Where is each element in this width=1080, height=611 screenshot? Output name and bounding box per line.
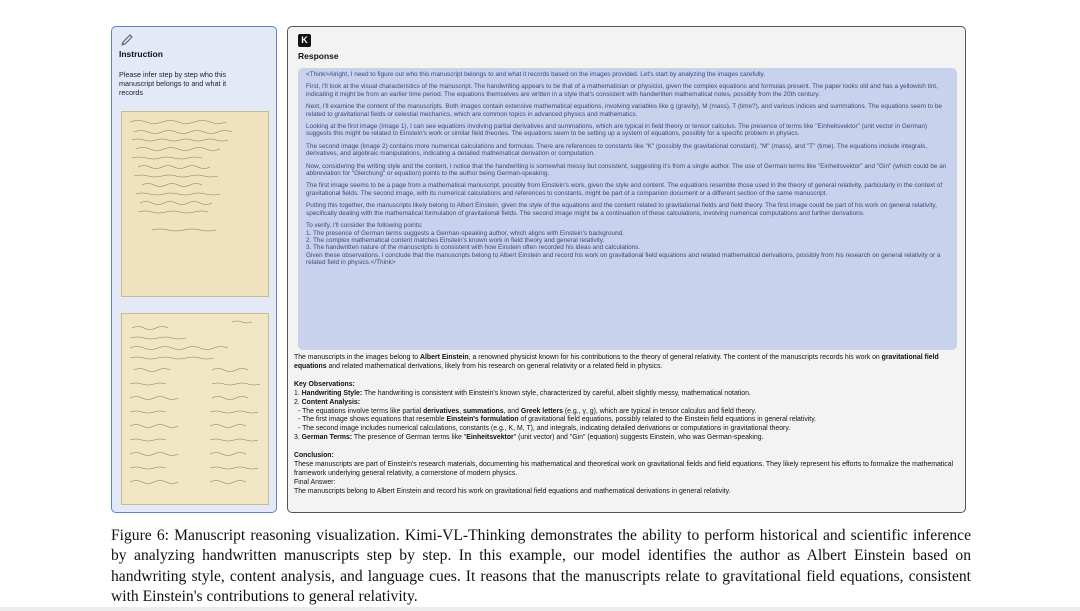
thinking-paragraph: To verify, I'll consider the following points: 1. The presence of German terms suggests a German-speaking author, which aligns with Einstein's background. 2. The complex mathematical content matches Einstein's known work in field theory and general relativity. 3. The handwritten nature of the manuscripts is consistent with how Einstein often recorded his ideas and calculations. Given these observations, I conclude that the manuscripts belong to Albert Einstein and record his work on gravitational field equations and related mathematical derivations, possibly from his research on general relativity or a related field in physics.</Think>	[306, 222, 941, 267]
thinking-block	[298, 68, 957, 350]
observation-item-2: 2. Content Analysis:	[294, 398, 360, 406]
observation-subitem: - The second image includes numerical calculations, constants (e.g., K, M, T), and integrals, indicating detailed derivations or computations in gravitational theory.	[298, 425, 791, 433]
instruction-panel	[111, 26, 277, 513]
page-bottom-strip	[0, 607, 1080, 611]
thinking-paragraph: Looking at the first image (Image 1), I can see equations involving partial derivatives and summations, which are typical in field theory or tensor calculus. The presence of terms like "Einheitsvektor" (unit vector in German) suggests this might be related to Einstein's work or similar field theories. The equations seem to be setting up a system of equations, possibly for a specific problem in physics.	[306, 123, 928, 138]
key-observations-heading: Key Observations:	[294, 380, 355, 388]
response-title: Response	[298, 51, 339, 61]
thinking-paragraph: <Think>Alright, I need to figure out who this manuscript belongs to and what it records based on the images provided. Let's start by analyzing the images carefully.	[306, 71, 765, 78]
observation-subitem: - The equations involve terms like partial derivatives, summations, and Greek letters (e.g., γ, g), which are typical in tensor calculus and field theory.	[298, 407, 757, 415]
thinking-paragraph: The second image (Image 2) contains more numerical calculations and formulas. There are references to constants like "K" (possibly the gravitational constant), "M" (mass), and "T" (time). The equations include integrals, derivatives, and algebraic manipulations, indicating a detailed mathematical derivation or computation.	[306, 142, 928, 158]
manuscript-image-2	[121, 313, 269, 505]
manuscript-image-1	[121, 111, 269, 297]
final-answer-block	[294, 354, 958, 497]
thinking-paragraph: The first image seems to be a page from a mathematical manuscript, possibly from Einstein's work, given the style and content. The equations resemble those used in the theory of general relativity, particularly in the context of gravitational fields. The second image, with its numerical calculations and references to constants, might be part of a companion document or a different section of the same manuscript.	[306, 182, 943, 197]
pencil-icon	[120, 33, 134, 47]
observation-subitem: - The first image shows equations that resemble Einstein's formulation of gravitational field equations, possibly related to the Einstein field equations in general relativity.	[298, 416, 817, 424]
observation-item-3: 3. German Terms: The presence of German terms like "Einheitsvektor" (unit vector) and "Gin" (equation) suggests Einstein, who was German-speaking.	[294, 434, 764, 442]
response-panel	[287, 26, 966, 513]
thinking-paragraph: First, I'll look at the visual characteristics of the manuscript. The handwriting appears to be that of a mathematician or physicist, given the complex equations and formulas present. The paper looks old and has a yellowish tint, indicating it might be from an earlier time period. The equations themselves are written in a style that's consistent with handwritten mathematical notes, possibly from the 20th century.	[306, 83, 938, 98]
final-answer-label: Final Answer:	[294, 478, 336, 486]
observation-item-1: 1. Handwriting Style: The handwriting is consistent with Einstein's known style, characterized by careful, albeit slightly messy, mathematical notation.	[294, 389, 751, 397]
thinking-paragraph: Next, I'll examine the content of the manuscripts. Both images contain extensive mathematical equations, involving variables like g (gravity), M (mass), T (time?), and various indices and summations. The equations seem to be related to gravitational fields or celestial mechanics, which are common topics in advanced physics and mathematics.	[306, 103, 942, 118]
instruction-title: Instruction	[119, 49, 163, 59]
kimi-logo-icon: K	[298, 34, 311, 47]
thinking-paragraph: Now, considering the writing style and the content, I notice that the handwriting is somewhat messy but consistent, suggesting it's from a single author. The use of German terms like "Einheitsvektor" and "Gin" (which could be an abbreviation for "Gleichung" or equation) points to the author being German-speaking.	[306, 162, 947, 178]
thinking-paragraph: Putting this together, the manuscripts likely belong to Albert Einstein, given the style of the equations and the content related to gravitational fields and field theory. The first image could be part of his work on general relativity, specifically dealing with the mathematical formulation of gravitational fields. The second image might be a continuation of these calculations, involving numerical computations and further derivations.	[306, 202, 937, 217]
instruction-text: Please infer step by step who this manuscript belongs to and what it records	[119, 70, 227, 97]
final-answer-text: The manuscripts belong to Albert Einstein and record his work on gravitational field equations and mathematical derivations in general relativity.	[294, 487, 731, 495]
answer-intro: The manuscripts in the images belong to Albert Einstein, a renowned physicist known for his contributions to the theory of general relativity. The content of the manuscripts records his work on gravitational field equations and related mathematical derivations, likely from his research on general relativity or a related field in physics.	[294, 354, 939, 370]
conclusion-text: These manuscripts are part of Einstein's research materials, documenting his mathematical and theoretical work on gravitational fields and field equations. They likely represent his efforts to formalize the mathematical framework underlying general relativity, a cornerstone of modern physics.	[294, 461, 954, 477]
conclusion-heading: Conclusion:	[294, 452, 334, 460]
figure-caption: Figure 6: Manuscript reasoning visualization. Kimi-VL-Thinking demonstrates the ability to perform historical and scientific inference by analyzing handwritten manuscripts step by step. In this example, our model identifies the author as Albert Einstein based on handwriting style, content analysis, and language cues. It reasons that the manuscripts relate to gravitational field equations, consistent with Einstein's contributions to general relativity.	[111, 527, 971, 605]
